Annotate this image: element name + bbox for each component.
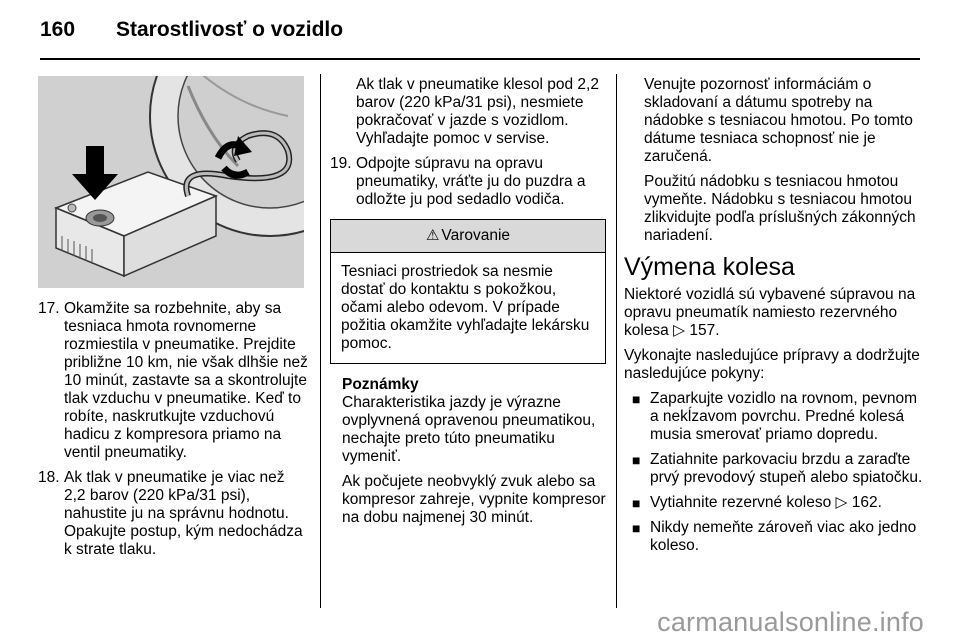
header-rule — [40, 58, 920, 60]
list-item — [624, 494, 924, 512]
bullet-icon: ■ — [632, 452, 641, 468]
bullet-icon: ■ — [632, 391, 641, 407]
step-text: Odpojte súpravu na opravu pneumatiky, vráťte ju do puzdra a odložte ju pod sedadlo vodiča. — [356, 155, 586, 208]
bullet-text: Vytiahnite rezervné koleso ▷ 162. — [650, 494, 882, 511]
page-number: 160 — [40, 18, 76, 41]
warning-header — [331, 220, 605, 253]
list-item — [38, 300, 308, 462]
bullet-text: Nikdy nemeňte zároveň viac ako jedno koleso. — [650, 519, 917, 554]
prep-paragraph: Vykonajte nasledujúce prípravy a dodržujte nasledujúce pokyny: — [624, 347, 920, 382]
list-item — [624, 519, 924, 555]
column-2 — [330, 76, 606, 534]
page-title: Starostlivosť o vozidlo — [116, 18, 344, 41]
note-block — [330, 376, 606, 527]
step-continuation: Ak tlak v pneumatike klesol pod 2,2 barov (220 kPa/31 psi), nesmiete pokračovať v jazde s vozidlom. Vyhľadajte pomoc v servise. — [356, 76, 599, 147]
column-divider-2 — [616, 74, 617, 608]
step-text: Okamžite sa rozbehnite, aby sa tesniaca hmota rovnomerne rozmiestila v pneumatike. Prejdite približne 10 km, nie však dlhšie než 10 minút, zastavte sa a skontrolujte tlak vzduchu v pneumatike. Keď to robíte, naskrutkujte vzduchovú hadicu z kompresora priamo na ventil pneumatiky. — [64, 300, 308, 461]
preparation-list — [624, 390, 924, 555]
intro-paragraph: Niektoré vozidlá sú vybavené súpravou na opravu pneumatík namiesto rezervného kolesa ▷ 157. — [624, 286, 916, 339]
steps-list — [330, 155, 606, 209]
bullet-icon: ■ — [632, 495, 641, 511]
section-title: Výmena kolesa — [624, 253, 795, 281]
note-title: Poznámky — [342, 376, 419, 393]
bullet-icon: ■ — [632, 520, 641, 536]
step-number: 17. — [38, 300, 60, 317]
warning-icon: ⚠ — [425, 227, 440, 244]
warning-text: Tesniaci prostriedok sa nesmie dostať do kontaktu s pokožkou, očami alebo odevom. V prípade požitia okamžite vyhľadajte lekársku pomoc. — [341, 263, 590, 352]
page-header — [40, 18, 343, 48]
compressor-illustration — [38, 76, 304, 288]
bullet-text: Zatiahnite parkovaciu brzdu a zaraďte prvý prevodový stupeň alebo spiatočku. — [650, 451, 923, 486]
column-1 — [38, 76, 308, 566]
step-text: Ak tlak v pneumatike je viac než 2,2 barov (220 kPa/31 psi), nahustite ju na správnu hodnotu. Opakujte postup, kým nedochádza k strate tlaku. — [64, 469, 303, 558]
list-item — [330, 155, 606, 209]
column-divider-1 — [320, 74, 321, 608]
disposal-paragraph: Použitú nádobku s tesniacou hmotou vymeňte. Nádobku s tesniacou hmotou zlikvidujte podľa príslušných zákonných nariadení. — [644, 173, 916, 244]
note-paragraph: Ak počujete neobvyklý zvuk alebo sa kompresor zahreje, vypnite kompresor na dobu najmenej 30 minút. — [342, 473, 606, 526]
step-number: 18. — [38, 469, 60, 486]
warning-title: Varovanie — [441, 227, 511, 244]
warning-box — [330, 219, 606, 364]
storage-paragraph: Venujte pozornosť informáciám o skladovaní a dátumu spotreby na nádobke s tesniacou hmotou. Po tomto dátume tesniaca schopnosť nie je zaručená. — [644, 76, 913, 165]
list-item — [624, 390, 924, 444]
bullet-text: Zaparkujte vozidlo na rovnom, pevnom a nekĺzavom povrchu. Predné kolesá musia smerovať priamo dopredu. — [650, 390, 918, 443]
column-3 — [624, 76, 924, 562]
note-paragraph: Charakteristika jazdy je výrazne ovplyvnená opravenou pneumatikou, nechajte preto túto pneumatiku vymeniť. — [342, 394, 596, 465]
step-number: 19. — [330, 155, 352, 172]
list-item — [38, 469, 308, 559]
watermark: carmanualsonline.info — [657, 607, 924, 637]
list-item — [624, 451, 924, 487]
steps-list — [38, 300, 308, 559]
